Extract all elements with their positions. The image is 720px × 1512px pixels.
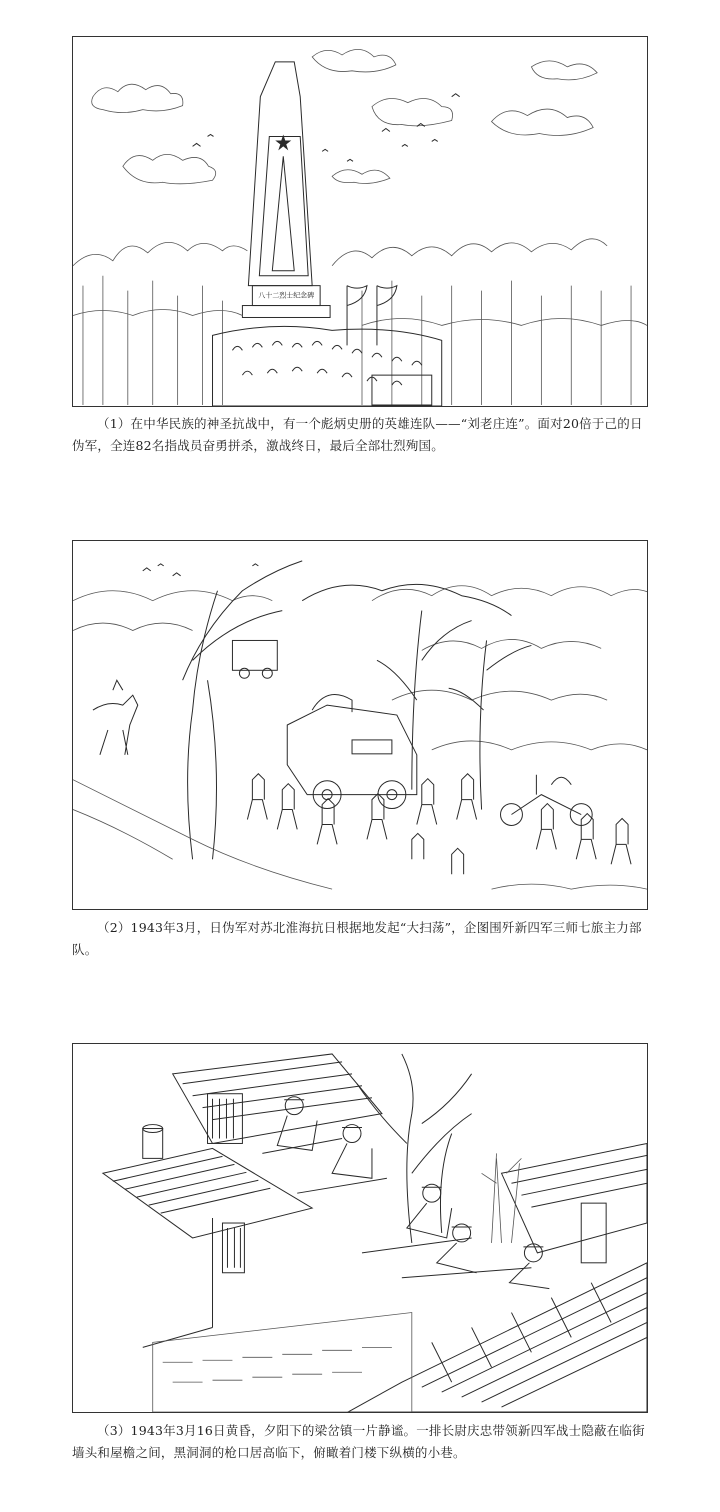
smoke-hills (73, 586, 647, 750)
roof-right (502, 1143, 647, 1262)
monument-drawing (73, 37, 647, 406)
wall-lower-left (153, 1313, 412, 1412)
caption-3: （3）1943年3月16日黄昏，夕阳下的梁岔镇一片静谧。一排长尉庆忠带领新四军战士隐蔽在临街墙头和屋檐之间，黑洞洞的枪口居高临下，俯瞰着门楼下纵横的小巷。 (72, 1423, 645, 1460)
monument-obelisk (242, 62, 330, 318)
crowd (213, 326, 442, 406)
clouds (92, 49, 597, 183)
birds (143, 564, 259, 576)
armored-car (287, 695, 417, 809)
motorcycle (501, 775, 593, 826)
soldiers-ambush (262, 1097, 549, 1289)
ambush-drawing (73, 1044, 647, 1412)
truck (232, 640, 277, 678)
roof-upper-left (173, 1054, 382, 1144)
roof-middle (103, 1148, 312, 1347)
corn-stalks (482, 1153, 522, 1243)
caption-2: （2）1943年3月，日伪军对苏北淮海抗日根据地发起“大扫荡”，企图围歼新四军三师七旅主力部队。 (72, 920, 642, 957)
forest (73, 239, 647, 405)
trees (183, 561, 532, 859)
illustration-panel-3 (72, 1043, 648, 1413)
flags (347, 286, 397, 346)
birds (193, 94, 460, 162)
tree (357, 1054, 472, 1243)
roof-foreground (348, 1263, 647, 1412)
foreground-slope (73, 780, 647, 889)
soldiers (247, 774, 631, 874)
caption-1: （1）在中华民族的神圣抗战中，有一个彪炳史册的英雄连队——“刘老庄连”。面对20倍于己的日伪军，全连82名指战员奋勇拼杀，激战终日，最后全部壮烈殉国。 (72, 416, 643, 453)
monument-inscription: 八十二烈士纪念碑 (258, 291, 315, 300)
illustration-panel-1 (72, 36, 648, 407)
sweep-drawing (73, 541, 647, 909)
cavalry (93, 680, 138, 755)
chimney (143, 1125, 163, 1159)
illustration-panel-2 (72, 540, 648, 910)
